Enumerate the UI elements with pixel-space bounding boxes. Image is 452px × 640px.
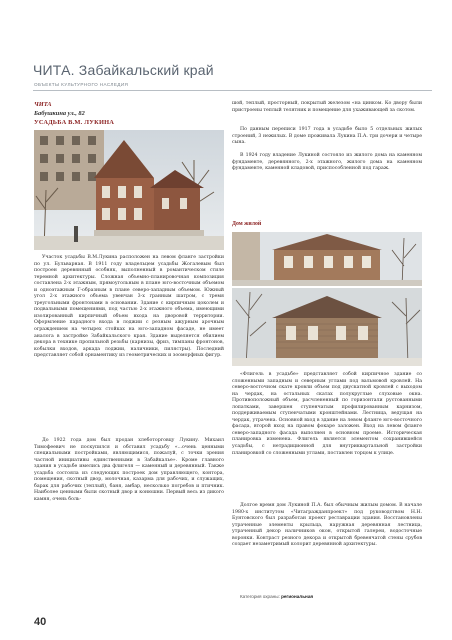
object-region: ЧИТА: [34, 101, 52, 108]
house-photo-bottom: [232, 288, 422, 366]
section-title: ЧИТА. Забайкальский край: [33, 62, 214, 78]
paragraph-census: По данным переписи 1917 года в усадьбе было 5 отдельных жилых строений, 3 нежилых. В доме проживала Лукина П.А. три дочери и четыре сына.: [232, 127, 422, 146]
mansion-photo-image: [34, 130, 224, 250]
page-number: 40: [34, 616, 47, 628]
paragraph-restoration: Долгое время дом Лукиной П.А. был обычным жилым домом. В начале 1980-х институтом «Читагражданпроект» под руководством Н.Н. Бунтовского был разработан проект реставрации здания. Восстановлены утраченные элементы крыльца, наружная деревянная лестница, утраченный декор наличников окон, открытой галереи, водосточные воронки. Контраст резного декора и открытой бревенчатой стены срубов создает незаметримый колорит деревянной архитектуры.: [232, 503, 422, 548]
house-photo-bottom-image: [232, 288, 422, 366]
object-name: УСАДЬБА В.М. ЛУКИНА: [34, 119, 115, 126]
paragraph-description: Участок усадьбы В.М.Лукина расположен на левом фланге застройки по ул. Бульварная. В 1911 году владельцем усадьбы Жогалевым был построен деревянный особняк, выполненный в романтическом стиле теремной архитектуры. Сложная объемно-планировочная композиция составлена 2-х этажным, прямоугольным в плане юго-восточным объемом и одноэтажным Г-образным в плане северо-западным объемом. Южный угол 2-х этажного объема увенчан 3-х гранным шатром, с тремя треугольными фронтонами в основании. Здание с кирпичным цоколем и подвальными помещениями, под частью 2-х этажного объема, имеющими изолированный кирпичный объем входа на дворовой территории. Оформление парадного входа в лоджии с резным ажурным арочным ограждением на четырех стойках на юго-западном фасаде, не имеет аналога в застройке Забайкальского края. Здание выделяется обилием декора в технике пропильной резьбы (карнизы, фриз, тимпаны фронтонов, кобылки входов, аркада лоджии, наличники, пилястры). Последний представляет собой орнаментику из геометрических и зооморфных фигур.: [34, 255, 224, 359]
section-subtitle: ОБЪЕКТЫ КУЛЬТУРНОГО НАСЛЕДИЯ: [34, 82, 129, 87]
paragraph-cattle-yard: шой, теплый, просторный, покрытый железом «на цинком. Ко двору были пристроены теплый телятник и помещение для ухаживающей за скотом.: [232, 101, 422, 113]
house-photo-top: [232, 232, 422, 286]
header-divider: [33, 90, 432, 91]
protection-category-value: региональная: [281, 594, 314, 599]
paragraph-1924: В 1924 году владение Лукиной состояло из жилого дома на каменном фундаменте, деревянного, 2-х этажного, жилого дома на каменном фундаменте, каменной кладовой, приспособленной под гараж.: [232, 153, 422, 172]
house-photo-top-image: [232, 232, 422, 286]
paragraph-outbuilding: «Флигель в усадьбе» представляет собой кирпичное здание со сложенными западным и северным углами под вальмовой кровлей. На северо-восточном скате кровли объем под двускатной кровлей с выходом на чердак, на остальных скатах полукруглые слуховые окна. Противоположный объем, расчлененный по горизонтали рустованными лопатками, завершен ступенчатым профилированным карнизом, поддерживаемым ступенчатыми кронштейнами. Лестница, ведущая на чердак, утрачена. Основной вход в здание на левом фланге юго-восточного фасада, второй вход на правом фокаре заложен. Вход на левом фланге северо-западного фасада выполнен в основном проеме. Историческая планировка изменена. Флигель является элементом сохранившейся усадьбы, с нетрадиционной для внутриквартальной застройки планировкой со сложенными углами, поставлен торцом к улице.: [232, 372, 422, 456]
mansion-photo: [34, 130, 224, 250]
protection-category-label: Категория охраны:: [240, 594, 280, 599]
paragraph-history: До 1922 года дом был продан хлеботорговцу Лукину. Михаил Тимофеевич не поскупился и обставил усадьбу «...очень ценными специальными постройками, являющимися, пожалуй, с точки зрения частной инициативы единственными в Забайкалье». Кроме главного здания в усадьбе имелись два флигеля — каменный и деревянный. Также усадьба состояла из следующих построек дом управляющего, контора, помещения, скотный двор, молочная, казарма для рабочих, и служащих, барак для рабочих (теплый), баня, амбар, несколько погребов и птичник. Наиболее ценными были скотный двор и конюшни. Первый весь из дикого камня, очень боль-: [34, 438, 224, 502]
object-heading: [34, 100, 226, 127]
protection-category: [240, 594, 313, 599]
object-address: Бабушкина ул., 82: [34, 110, 85, 117]
photo-caption: Дом жилой: [232, 221, 262, 227]
